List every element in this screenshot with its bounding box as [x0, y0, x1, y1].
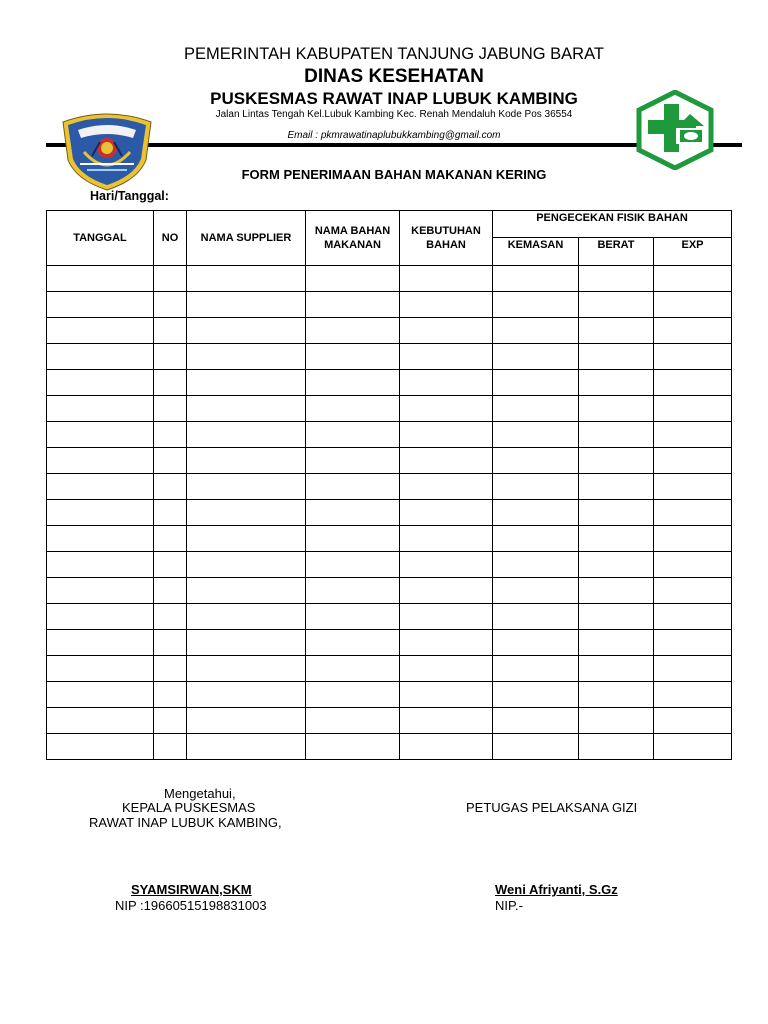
table-row: [47, 292, 732, 318]
cell-kebutuhan[interactable]: [400, 656, 493, 682]
cell-nama-bahan[interactable]: [306, 292, 400, 318]
cell-tanggal[interactable]: [47, 474, 154, 500]
cell-supplier[interactable]: [187, 396, 306, 422]
cell-nama-bahan[interactable]: [306, 422, 400, 448]
cell-no[interactable]: [154, 448, 187, 474]
cell-berat[interactable]: [579, 526, 654, 552]
table-row: [47, 682, 732, 708]
cell-nama-bahan[interactable]: [306, 370, 400, 396]
table-row: [47, 734, 732, 760]
puskesmas-title: PUSKESMAS RAWAT INAP LUBUK KAMBING: [210, 89, 578, 108]
cell-berat[interactable]: [579, 604, 654, 630]
cell-exp[interactable]: [654, 370, 732, 396]
cell-tanggal[interactable]: [47, 448, 154, 474]
cell-kemasan[interactable]: [493, 422, 579, 448]
col-supplier-header: NAMA SUPPLIER: [187, 211, 306, 266]
address-line: Jalan Lintas Tengah Kel.Lubuk Kambing Kec. Renah Mendaluh Kode Pos 36554: [215, 109, 573, 120]
cell-supplier[interactable]: [187, 448, 306, 474]
head-nip: NIP :19660515198831003: [115, 898, 267, 913]
cell-nama-bahan[interactable]: [306, 448, 400, 474]
cell-kemasan[interactable]: [493, 500, 579, 526]
cell-kemasan[interactable]: [493, 578, 579, 604]
cell-no[interactable]: [154, 318, 187, 344]
cell-nama-bahan[interactable]: [306, 630, 400, 656]
cell-supplier[interactable]: [187, 344, 306, 370]
cell-supplier[interactable]: [187, 370, 306, 396]
cell-kebutuhan[interactable]: [400, 422, 493, 448]
cell-no[interactable]: [154, 370, 187, 396]
cell-exp[interactable]: [654, 292, 732, 318]
cell-kebutuhan[interactable]: [400, 526, 493, 552]
cell-kemasan[interactable]: [493, 370, 579, 396]
cell-kemasan[interactable]: [493, 708, 579, 734]
table-row: [47, 552, 732, 578]
cell-no[interactable]: [154, 734, 187, 760]
cell-kebutuhan[interactable]: [400, 500, 493, 526]
cell-nama-bahan[interactable]: [306, 552, 400, 578]
cell-kemasan[interactable]: [493, 344, 579, 370]
cell-supplier[interactable]: [187, 552, 306, 578]
cell-berat[interactable]: [579, 422, 654, 448]
table-row: [47, 370, 732, 396]
cell-tanggal[interactable]: [47, 552, 154, 578]
cell-nama-bahan[interactable]: [306, 318, 400, 344]
cell-exp[interactable]: [654, 552, 732, 578]
cell-tanggal[interactable]: [47, 292, 154, 318]
cell-berat[interactable]: [579, 734, 654, 760]
cell-kemasan[interactable]: [493, 552, 579, 578]
cell-nama-bahan[interactable]: [306, 266, 400, 292]
cell-no[interactable]: [154, 656, 187, 682]
cell-no[interactable]: [154, 682, 187, 708]
cell-tanggal[interactable]: [47, 370, 154, 396]
government-line: PEMERINTAH KABUPATEN TANJUNG JABUNG BARAT: [184, 45, 604, 63]
cell-kemasan[interactable]: [493, 396, 579, 422]
cell-supplier[interactable]: [187, 708, 306, 734]
cell-kebutuhan[interactable]: [400, 292, 493, 318]
cell-kebutuhan[interactable]: [400, 344, 493, 370]
cell-kebutuhan[interactable]: [400, 630, 493, 656]
officer-name: Weni Afriyanti, S.Gz: [495, 882, 618, 897]
cell-kemasan[interactable]: [493, 630, 579, 656]
cell-supplier[interactable]: [187, 474, 306, 500]
table-row: [47, 344, 732, 370]
officer-title: PETUGAS PELAKSANA GIZI: [466, 800, 638, 815]
cell-nama-bahan[interactable]: [306, 682, 400, 708]
cell-no[interactable]: [154, 500, 187, 526]
cell-kemasan[interactable]: [493, 474, 579, 500]
cell-supplier[interactable]: [187, 682, 306, 708]
cell-kebutuhan[interactable]: [400, 708, 493, 734]
table-row: [47, 630, 732, 656]
cell-berat[interactable]: [579, 344, 654, 370]
cell-berat[interactable]: [579, 318, 654, 344]
department-title: DINAS KESEHATAN: [304, 66, 484, 87]
cell-kebutuhan[interactable]: [400, 396, 493, 422]
puskesmas-cross-icon: [634, 90, 716, 170]
cell-kebutuhan[interactable]: [400, 682, 493, 708]
head-institution: RAWAT INAP LUBUK KAMBING,: [89, 815, 282, 830]
col-tanggal-header: TANGGAL: [47, 211, 154, 266]
cell-tanggal[interactable]: [47, 734, 154, 760]
cell-supplier[interactable]: [187, 292, 306, 318]
col-exp-header: EXP: [654, 238, 732, 266]
cell-berat[interactable]: [579, 682, 654, 708]
cell-kebutuhan[interactable]: [400, 266, 493, 292]
cell-berat[interactable]: [579, 630, 654, 656]
cell-supplier[interactable]: [187, 318, 306, 344]
cell-tanggal[interactable]: [47, 604, 154, 630]
table-row: [47, 500, 732, 526]
table-row: [47, 266, 732, 292]
cell-tanggal[interactable]: [47, 266, 154, 292]
cell-supplier[interactable]: [187, 422, 306, 448]
head-name: SYAMSIRWAN,SKM: [131, 882, 252, 897]
cell-exp[interactable]: [654, 396, 732, 422]
cell-nama-bahan[interactable]: [306, 578, 400, 604]
cell-kemasan[interactable]: [493, 318, 579, 344]
cell-no[interactable]: [154, 292, 187, 318]
cell-exp[interactable]: [654, 500, 732, 526]
table-row: [47, 656, 732, 682]
cell-nama-bahan[interactable]: [306, 734, 400, 760]
cell-no[interactable]: [154, 708, 187, 734]
table-row: [47, 474, 732, 500]
cell-tanggal[interactable]: [47, 708, 154, 734]
cell-berat[interactable]: [579, 708, 654, 734]
cell-nama-bahan[interactable]: [306, 656, 400, 682]
col-kebutuhan-header: KEBUTUHAN BAHAN: [400, 211, 493, 266]
cell-nama-bahan[interactable]: [306, 604, 400, 630]
cell-exp[interactable]: [654, 448, 732, 474]
cell-nama-bahan[interactable]: [306, 396, 400, 422]
cell-exp[interactable]: [654, 578, 732, 604]
cell-tanggal[interactable]: [47, 318, 154, 344]
cell-exp[interactable]: [654, 526, 732, 552]
cell-exp[interactable]: [654, 708, 732, 734]
table-row: [47, 578, 732, 604]
cell-berat[interactable]: [579, 292, 654, 318]
cell-kebutuhan[interactable]: [400, 448, 493, 474]
cell-no[interactable]: [154, 578, 187, 604]
form-title: FORM PENERIMAAN BAHAN MAKANAN KERING: [241, 167, 547, 182]
cell-tanggal[interactable]: [47, 526, 154, 552]
table-row: [47, 396, 732, 422]
cell-supplier[interactable]: [187, 630, 306, 656]
col-no-header: NO: [154, 211, 187, 266]
table-row: [47, 422, 732, 448]
cell-supplier[interactable]: [187, 656, 306, 682]
cell-berat[interactable]: [579, 500, 654, 526]
cell-berat[interactable]: [579, 396, 654, 422]
cell-kebutuhan[interactable]: [400, 370, 493, 396]
cell-kebutuhan[interactable]: [400, 474, 493, 500]
cell-no[interactable]: [154, 526, 187, 552]
table-body: [47, 266, 732, 760]
email-line: Email : pkmrawatinaplubukkambing@gmail.com: [287, 130, 501, 141]
cell-kebutuhan[interactable]: [400, 578, 493, 604]
cell-kebutuhan[interactable]: [400, 604, 493, 630]
cell-no[interactable]: [154, 552, 187, 578]
cell-kebutuhan[interactable]: [400, 734, 493, 760]
cell-no[interactable]: [154, 604, 187, 630]
cell-berat[interactable]: [579, 266, 654, 292]
cell-kemasan[interactable]: [493, 656, 579, 682]
cell-kebutuhan[interactable]: [400, 552, 493, 578]
col-nama-bahan-header: NAMA BAHAN MAKANAN: [306, 211, 400, 266]
table-row: [47, 318, 732, 344]
cell-kemasan[interactable]: [493, 604, 579, 630]
cell-tanggal[interactable]: [47, 682, 154, 708]
table-row: [47, 526, 732, 552]
receipt-table: [46, 210, 732, 760]
cell-no[interactable]: [154, 630, 187, 656]
col-pengecekan-header: PENGECEKAN FISIK BAHAN: [493, 211, 732, 238]
cell-no[interactable]: [154, 344, 187, 370]
cell-tanggal[interactable]: [47, 422, 154, 448]
table-row: [47, 604, 732, 630]
cell-berat[interactable]: [579, 578, 654, 604]
cell-nama-bahan[interactable]: [306, 500, 400, 526]
cell-exp[interactable]: [654, 422, 732, 448]
cell-kebutuhan[interactable]: [400, 318, 493, 344]
cell-exp[interactable]: [654, 474, 732, 500]
cell-tanggal[interactable]: [47, 656, 154, 682]
cell-supplier[interactable]: [187, 734, 306, 760]
cell-supplier[interactable]: [187, 578, 306, 604]
head-title: KEPALA PUSKESMAS: [122, 800, 256, 815]
cell-nama-bahan[interactable]: [306, 474, 400, 500]
cell-berat[interactable]: [579, 448, 654, 474]
cell-kemasan[interactable]: [493, 734, 579, 760]
cell-supplier[interactable]: [187, 526, 306, 552]
cell-nama-bahan[interactable]: [306, 344, 400, 370]
table-row: [47, 448, 732, 474]
cell-kemasan[interactable]: [493, 292, 579, 318]
cell-berat[interactable]: [579, 552, 654, 578]
acknowledged-label: Mengetahui,: [164, 786, 236, 801]
cell-kemasan[interactable]: [493, 266, 579, 292]
col-berat-header: BERAT: [579, 238, 654, 266]
cell-exp[interactable]: [654, 604, 732, 630]
cell-no[interactable]: [154, 396, 187, 422]
table-row: [47, 708, 732, 734]
cell-no[interactable]: [154, 474, 187, 500]
cell-tanggal[interactable]: [47, 500, 154, 526]
cell-exp[interactable]: [654, 734, 732, 760]
cell-supplier[interactable]: [187, 604, 306, 630]
cell-exp[interactable]: [654, 344, 732, 370]
cell-no[interactable]: [154, 266, 187, 292]
cell-berat[interactable]: [579, 656, 654, 682]
cell-kemasan[interactable]: [493, 448, 579, 474]
cell-nama-bahan[interactable]: [306, 526, 400, 552]
cell-kemasan[interactable]: [493, 682, 579, 708]
date-label: Hari/Tanggal:: [90, 189, 169, 203]
cell-berat[interactable]: [579, 370, 654, 396]
col-kemasan-header: KEMASAN: [493, 238, 579, 266]
cell-no[interactable]: [154, 422, 187, 448]
cell-exp[interactable]: [654, 682, 732, 708]
officer-nip: NIP.-: [495, 898, 523, 913]
cell-exp[interactable]: [654, 630, 732, 656]
cell-supplier[interactable]: [187, 266, 306, 292]
cell-supplier[interactable]: [187, 500, 306, 526]
cell-exp[interactable]: [654, 656, 732, 682]
cell-nama-bahan[interactable]: [306, 708, 400, 734]
cell-tanggal[interactable]: [47, 396, 154, 422]
cell-kemasan[interactable]: [493, 526, 579, 552]
cell-tanggal[interactable]: [47, 630, 154, 656]
cell-tanggal[interactable]: [47, 344, 154, 370]
cell-tanggal[interactable]: [47, 578, 154, 604]
cell-berat[interactable]: [579, 474, 654, 500]
cell-exp[interactable]: [654, 266, 732, 292]
cell-exp[interactable]: [654, 318, 732, 344]
